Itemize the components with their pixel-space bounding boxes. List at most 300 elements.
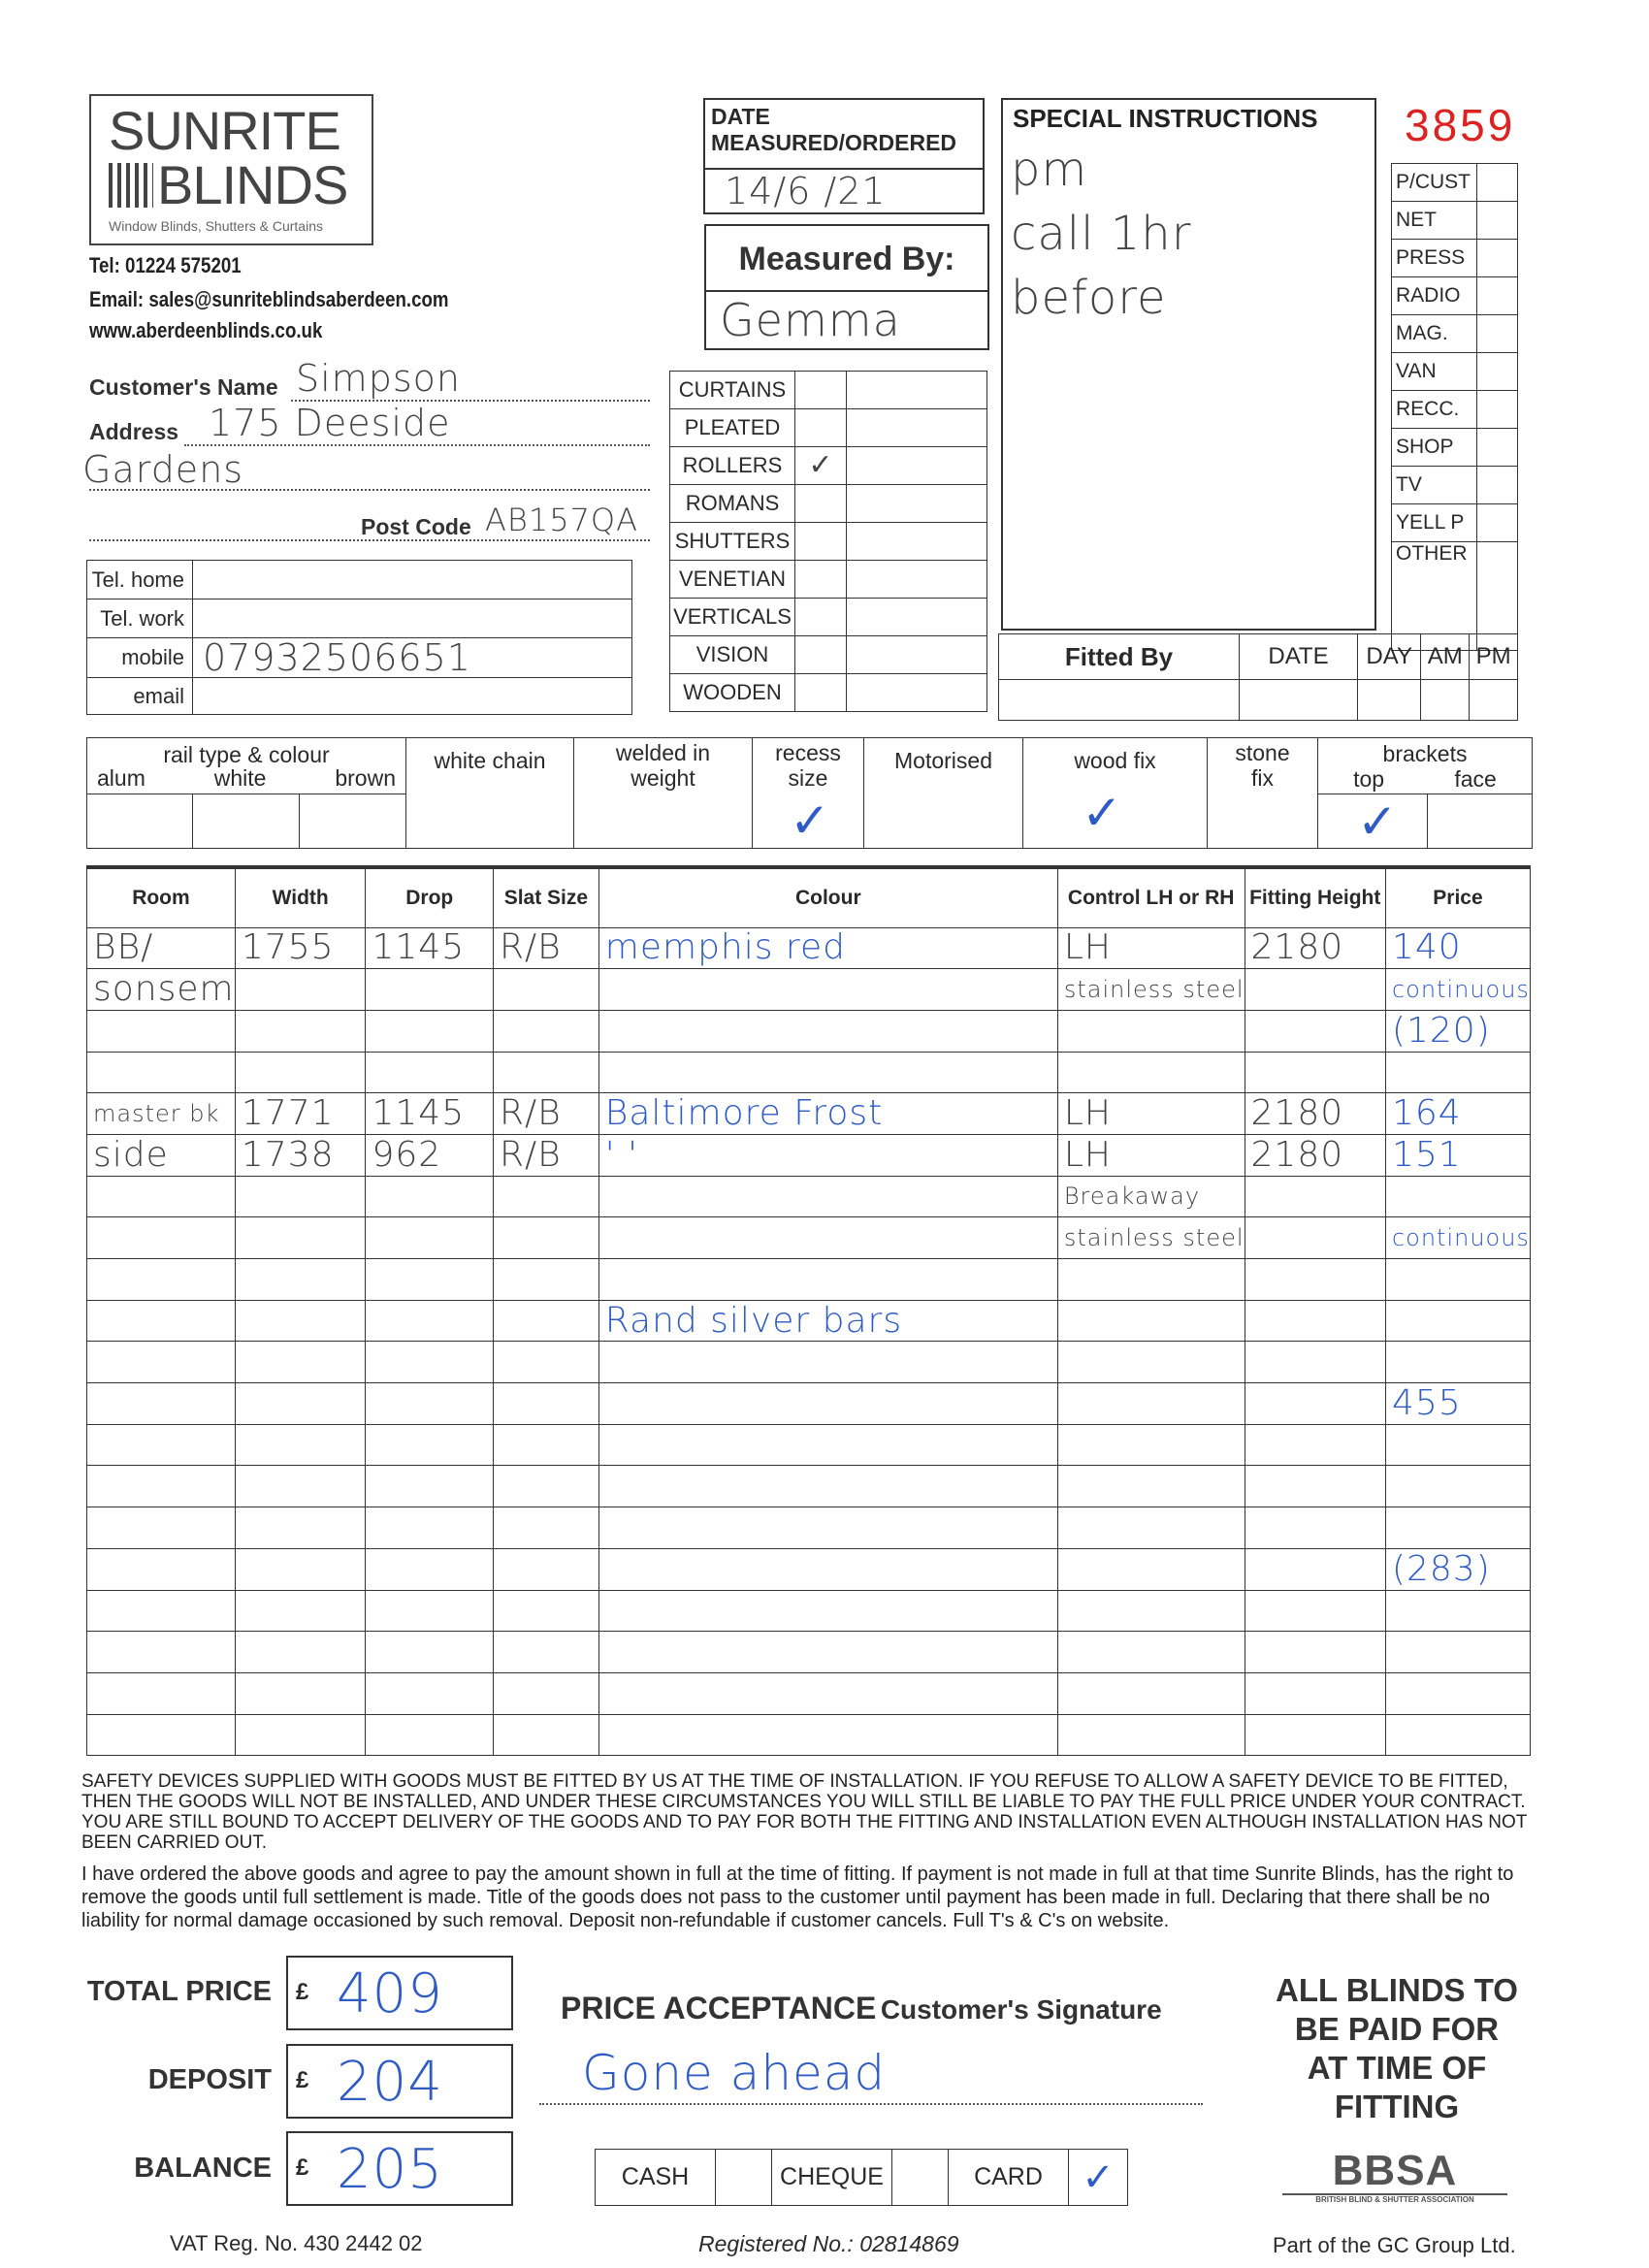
source-checkbox[interactable]: [1477, 353, 1518, 391]
table-cell[interactable]: [366, 1342, 494, 1383]
check-mark-icon: ✓: [1357, 794, 1398, 849]
table-cell[interactable]: [1057, 1466, 1245, 1507]
bbsa-logo-text: BBSA: [1332, 2147, 1458, 2194]
table-cell[interactable]: [1057, 1590, 1245, 1632]
balance-field[interactable]: [286, 2131, 513, 2206]
table-cell[interactable]: Breakaway: [1057, 1176, 1245, 1217]
brackets-face-field[interactable]: [1428, 794, 1533, 849]
email-field[interactable]: [193, 678, 632, 715]
table-cell[interactable]: [235, 1342, 366, 1383]
table-cell[interactable]: [1385, 1176, 1530, 1217]
table-cell[interactable]: [1385, 1632, 1530, 1673]
table-cell[interactable]: [493, 1590, 598, 1632]
pound-sign: £: [296, 2067, 309, 2093]
mobile-field[interactable]: 07932506651: [193, 638, 632, 678]
table-cell[interactable]: master bk: [87, 1093, 236, 1135]
company-logo: [89, 94, 373, 245]
blind-type-venetian: VENETIAN: [670, 561, 795, 599]
table-cell[interactable]: [366, 1259, 494, 1301]
table-row: [87, 927, 1531, 969]
table-cell[interactable]: [235, 1424, 366, 1466]
table-cell[interactable]: [1245, 1548, 1385, 1590]
table-cell[interactable]: [598, 969, 1057, 1011]
table-cell[interactable]: [366, 1507, 494, 1549]
table-cell[interactable]: 2180: [1245, 1093, 1385, 1135]
table-cell[interactable]: [366, 1590, 494, 1632]
order-number: 3859: [1405, 100, 1516, 150]
table-cell[interactable]: [1385, 1507, 1530, 1549]
measured-by-box: [704, 224, 989, 350]
table-cell[interactable]: [598, 1632, 1057, 1673]
table-cell[interactable]: [1057, 1672, 1245, 1714]
customer-signature[interactable]: Gone ahead: [582, 2045, 887, 2101]
table-cell[interactable]: [1245, 1672, 1385, 1714]
table-cell[interactable]: [235, 1672, 366, 1714]
table-cell[interactable]: [235, 1548, 366, 1590]
source-checkbox[interactable]: [1477, 164, 1518, 202]
table-cell[interactable]: R/B: [493, 1134, 598, 1176]
pound-sign: £: [296, 1979, 309, 2005]
table-cell[interactable]: [87, 1176, 236, 1217]
table-cell[interactable]: [1245, 1052, 1385, 1093]
table-cell[interactable]: [235, 1217, 366, 1259]
tel-home-field[interactable]: [193, 561, 632, 599]
table-cell[interactable]: [1385, 1672, 1530, 1714]
source-option-label: MAG.: [1392, 315, 1477, 353]
table-cell[interactable]: [87, 1383, 236, 1425]
table-cell[interactable]: continuous: [1385, 969, 1530, 1011]
fitted-pm-field[interactable]: [1470, 680, 1518, 721]
fitted-am-label: AM: [1421, 634, 1470, 680]
table-cell[interactable]: [1245, 1632, 1385, 1673]
table-cell[interactable]: [87, 1632, 236, 1673]
stone-label-2: fix: [1251, 765, 1274, 791]
table-row: [87, 969, 1531, 1011]
table-cell[interactable]: stainless steel: [1057, 1217, 1245, 1259]
table-cell[interactable]: [1385, 1466, 1530, 1507]
table-cell[interactable]: [366, 1714, 494, 1756]
table-cell[interactable]: [493, 1672, 598, 1714]
table-cell[interactable]: [598, 1714, 1057, 1756]
special-instructions-box: [1001, 98, 1376, 631]
table-cell[interactable]: [493, 1010, 598, 1052]
table-cell[interactable]: [1057, 1632, 1245, 1673]
instruction-line[interactable]: before: [1011, 271, 1167, 325]
stone-fix-option[interactable]: [1208, 738, 1318, 849]
blind-type-checkbox[interactable]: [795, 599, 847, 636]
table-cell[interactable]: [235, 1714, 366, 1756]
table-cell[interactable]: [366, 1217, 494, 1259]
table-row: [87, 1548, 1531, 1590]
table-cell[interactable]: [235, 1507, 366, 1549]
table-cell[interactable]: 1145: [366, 1093, 494, 1135]
blind-type-checkbox[interactable]: [795, 409, 847, 447]
table-cell[interactable]: [1057, 1424, 1245, 1466]
terms-text: I have ordered the above goods and agree to pay the amount shown in full at the time of fitting. If payment is not made in full at that time Sunrite Blinds, has the right to remove the goods until full settlement is made. Title of the goods does not pass to the customer until payment has been made in full. Declaring that there shall be no liability for normal damage occasioned by such removal. Deposit non-refundable if customer cancels. Full T's & C's on website.: [81, 1863, 1514, 1931]
table-cell[interactable]: [598, 1383, 1057, 1425]
table-cell[interactable]: [235, 1632, 366, 1673]
source-option-label: OTHER: [1392, 542, 1477, 651]
table-cell[interactable]: [87, 1466, 236, 1507]
company-email: Email: sales@sunriteblindsaberdeen.com: [89, 287, 449, 311]
blind-type-checkbox[interactable]: [795, 485, 847, 523]
table-cell[interactable]: 1771: [235, 1093, 366, 1135]
rail-alum-field[interactable]: [87, 794, 193, 849]
table-cell[interactable]: [87, 1052, 236, 1093]
table-cell[interactable]: [366, 1176, 494, 1217]
source-option-label: YELL P: [1392, 504, 1477, 542]
table-cell[interactable]: [1385, 1424, 1530, 1466]
signature-label: Customer's Signature: [880, 1994, 1162, 2025]
instruction-line[interactable]: pm: [1011, 143, 1088, 197]
table-row: [87, 1466, 1531, 1507]
table-cell[interactable]: [366, 969, 494, 1011]
table-row: [87, 1507, 1531, 1549]
recess-label-2: size: [788, 765, 828, 791]
fitted-by-field[interactable]: [999, 680, 1240, 721]
table-cell[interactable]: [493, 1383, 598, 1425]
table-cell[interactable]: [493, 1714, 598, 1756]
table-row: [87, 1259, 1531, 1301]
table-cell[interactable]: [493, 1548, 598, 1590]
customer-name-value[interactable]: Simpson: [296, 357, 461, 400]
table-cell[interactable]: continuous: [1385, 1217, 1530, 1259]
table-cell[interactable]: 455: [1385, 1383, 1530, 1425]
table-cell[interactable]: [87, 1010, 236, 1052]
table-cell[interactable]: [1245, 969, 1385, 1011]
table-cell[interactable]: 164: [1385, 1093, 1530, 1135]
rail-alum-label: alum: [97, 764, 146, 791]
table-cell[interactable]: [598, 1672, 1057, 1714]
cash-label: CASH: [596, 2150, 716, 2206]
pound-sign: £: [296, 2155, 309, 2181]
fitted-day-field[interactable]: [1358, 680, 1421, 721]
table-cell[interactable]: 151: [1385, 1134, 1530, 1176]
notice-line: AT TIME OF: [1307, 2050, 1487, 2086]
table-row: [87, 1714, 1531, 1756]
blind-type-checkbox-checked[interactable]: ✓: [795, 447, 847, 485]
source-checkbox[interactable]: [1477, 315, 1518, 353]
total-price-label: TOTAL PRICE: [86, 1976, 272, 2007]
table-cell[interactable]: [1245, 1383, 1385, 1425]
table-cell[interactable]: memphis red: [598, 927, 1057, 969]
measured-by-label: Measured By:: [706, 226, 987, 292]
table-cell[interactable]: Rand silver bars: [598, 1300, 1057, 1342]
table-cell[interactable]: [598, 1176, 1057, 1217]
table-row: [87, 1176, 1531, 1217]
table-cell[interactable]: 140: [1385, 927, 1530, 969]
wood-fix-label: wood fix: [1074, 748, 1156, 773]
table-cell[interactable]: [493, 1342, 598, 1383]
table-cell[interactable]: [87, 1424, 236, 1466]
table-cell[interactable]: [1057, 1052, 1245, 1093]
notice-line: BE PAID FOR: [1294, 2011, 1500, 2047]
table-cell[interactable]: [1057, 1342, 1245, 1383]
table-cell[interactable]: [1385, 1300, 1530, 1342]
blind-type-checkbox[interactable]: [795, 636, 847, 674]
check-mark-icon: ✓: [790, 794, 830, 848]
fitted-am-field[interactable]: [1421, 680, 1470, 721]
logo-tagline: Window Blinds, Shutters & Curtains: [109, 218, 323, 234]
table-cell[interactable]: [87, 1217, 236, 1259]
table-cell[interactable]: [366, 1466, 494, 1507]
blind-type-table: [669, 371, 987, 712]
table-cell[interactable]: [1245, 1466, 1385, 1507]
address-line2[interactable]: Gardens: [82, 448, 244, 491]
table-cell[interactable]: [1245, 1507, 1385, 1549]
table-cell[interactable]: [235, 1300, 366, 1342]
table-cell[interactable]: [493, 1052, 598, 1093]
table-row: [87, 1134, 1531, 1176]
table-cell[interactable]: [598, 1424, 1057, 1466]
table-cell[interactable]: [366, 1548, 494, 1590]
source-option-label: PRESS: [1392, 240, 1477, 277]
table-cell[interactable]: 2180: [1245, 927, 1385, 969]
notice-line: FITTING: [1334, 2089, 1460, 2124]
table-cell[interactable]: [493, 1176, 598, 1217]
table-cell[interactable]: [366, 1300, 494, 1342]
table-cell[interactable]: R/B: [493, 927, 598, 969]
table-cell[interactable]: [235, 1259, 366, 1301]
table-cell[interactable]: (120): [1385, 1010, 1530, 1052]
source-checkbox[interactable]: [1477, 202, 1518, 240]
table-cell[interactable]: [1245, 1424, 1385, 1466]
table-cell[interactable]: [87, 1548, 236, 1590]
blind-type-vision: VISION: [670, 636, 795, 674]
table-cell[interactable]: [1245, 1010, 1385, 1052]
balance-label: BALANCE: [134, 2153, 272, 2184]
date-measured-value[interactable]: 14/6 /21: [725, 170, 887, 212]
rail-brown-label: brown: [335, 764, 396, 791]
table-cell[interactable]: LH: [1057, 1134, 1245, 1176]
total-price-field[interactable]: [286, 1956, 513, 2030]
stone-label-1: stone: [1235, 740, 1290, 765]
table-cell[interactable]: [598, 1507, 1057, 1549]
table-cell[interactable]: [598, 1259, 1057, 1301]
table-cell[interactable]: [235, 1466, 366, 1507]
table-cell[interactable]: [235, 1383, 366, 1425]
measured-by-value[interactable]: Gemma: [720, 294, 901, 346]
fitted-pm-label: PM: [1470, 634, 1518, 680]
brackets-top-label: top: [1353, 765, 1385, 792]
blind-type-checkbox[interactable]: [795, 523, 847, 561]
email-label: email: [87, 678, 193, 715]
source-option-label: RADIO: [1392, 277, 1477, 315]
table-cell[interactable]: 1755: [235, 927, 366, 969]
table-row: [87, 1424, 1531, 1466]
rail-brown-field[interactable]: [300, 794, 406, 849]
postcode-value[interactable]: AB157QA: [485, 502, 638, 538]
motorised-option[interactable]: Motorised: [864, 738, 1023, 849]
table-cell[interactable]: [366, 1424, 494, 1466]
table-cell[interactable]: [598, 1052, 1057, 1093]
table-cell[interactable]: [493, 1466, 598, 1507]
blind-type-rollers: ROLLERS: [670, 447, 795, 485]
blind-type-shutters: SHUTTERS: [670, 523, 795, 561]
vat-number: VAT Reg. No. 430 2442 02: [170, 2231, 423, 2255]
table-row: [87, 1093, 1531, 1135]
options-table: [86, 737, 1533, 849]
table-cell[interactable]: [235, 969, 366, 1011]
table-cell[interactable]: [366, 1632, 494, 1673]
table-cell[interactable]: [235, 1052, 366, 1093]
column-header: Slat Size: [493, 867, 598, 927]
table-cell[interactable]: [1057, 1548, 1245, 1590]
table-cell[interactable]: [493, 1300, 598, 1342]
table-row: [87, 1217, 1531, 1259]
blind-type-wooden: WOODEN: [670, 674, 795, 712]
table-cell[interactable]: [598, 1548, 1057, 1590]
table-cell[interactable]: [1245, 1217, 1385, 1259]
card-checkbox-checked[interactable]: ✓: [1069, 2150, 1128, 2206]
table-cell[interactable]: 962: [366, 1134, 494, 1176]
table-cell[interactable]: [1385, 1714, 1530, 1756]
source-checkbox[interactable]: [1477, 391, 1518, 429]
blind-type-romans: ROMANS: [670, 485, 795, 523]
instruction-line[interactable]: call 1hr: [1011, 207, 1192, 261]
table-cell[interactable]: R/B: [493, 1093, 598, 1135]
table-cell[interactable]: [598, 1466, 1057, 1507]
wood-fix-option[interactable]: [1023, 738, 1208, 849]
payment-notice: [1251, 1971, 1542, 2126]
table-cell[interactable]: [366, 1052, 494, 1093]
table-cell[interactable]: [1057, 1010, 1245, 1052]
table-cell[interactable]: [493, 1424, 598, 1466]
tel-work-label: Tel. work: [87, 599, 193, 638]
table-cell[interactable]: [87, 1300, 236, 1342]
table-cell[interactable]: [235, 1176, 366, 1217]
table-cell[interactable]: [598, 1217, 1057, 1259]
table-cell[interactable]: (283): [1385, 1548, 1530, 1590]
blind-type-checkbox[interactable]: [795, 372, 847, 409]
source-checkbox[interactable]: [1477, 429, 1518, 467]
source-checkbox[interactable]: [1477, 467, 1518, 504]
table-cell[interactable]: [1385, 1342, 1530, 1383]
table-cell[interactable]: [1245, 1259, 1385, 1301]
welded-weight-option[interactable]: [574, 738, 753, 849]
source-checkbox[interactable]: [1477, 277, 1518, 315]
table-cell[interactable]: [87, 1672, 236, 1714]
table-row: [87, 1383, 1531, 1425]
table-cell[interactable]: LH: [1057, 1093, 1245, 1135]
source-checkbox[interactable]: [1477, 504, 1518, 542]
deposit-label: DEPOSIT: [147, 2064, 272, 2095]
table-cell[interactable]: [87, 1259, 236, 1301]
address-label: Address: [89, 419, 179, 444]
table-cell[interactable]: 1738: [235, 1134, 366, 1176]
address-line1[interactable]: 175 Deeside: [209, 402, 451, 444]
table-cell[interactable]: [1245, 1714, 1385, 1756]
recess-label-1: recess: [775, 740, 841, 765]
table-cell[interactable]: stainless steel: [1057, 969, 1245, 1011]
table-cell[interactable]: Baltimore Frost: [598, 1093, 1057, 1135]
table-cell[interactable]: [1245, 1342, 1385, 1383]
table-cell[interactable]: ' ': [598, 1134, 1057, 1176]
table-cell[interactable]: [493, 1259, 598, 1301]
table-cell[interactable]: [366, 1672, 494, 1714]
table-cell[interactable]: [1057, 1714, 1245, 1756]
rail-white-field[interactable]: [193, 794, 300, 849]
order-items-table: [86, 865, 1531, 1756]
table-cell[interactable]: [598, 1010, 1057, 1052]
table-cell[interactable]: [1385, 1259, 1530, 1301]
table-cell[interactable]: [366, 1383, 494, 1425]
company-tel: Tel: 01224 575201: [89, 253, 242, 277]
source-table: [1391, 163, 1518, 651]
source-option-label: VAN: [1392, 353, 1477, 391]
table-cell[interactable]: [598, 1342, 1057, 1383]
table-cell[interactable]: [235, 1590, 366, 1632]
fitted-by-table: [998, 633, 1518, 721]
table-row: [87, 1010, 1531, 1052]
blind-type-pleated: PLEATED: [670, 409, 795, 447]
table-cell[interactable]: [1245, 1590, 1385, 1632]
table-cell[interactable]: [493, 969, 598, 1011]
brackets-face-label: face: [1454, 765, 1497, 792]
table-cell[interactable]: [1057, 1507, 1245, 1549]
recess-size-option[interactable]: [753, 738, 864, 849]
table-cell[interactable]: [1385, 1590, 1530, 1632]
date-label-line1: DATE: [711, 104, 770, 129]
table-cell[interactable]: [1057, 1259, 1245, 1301]
cash-checkbox[interactable]: [716, 2150, 772, 2206]
brackets-top-field[interactable]: [1318, 794, 1428, 849]
table-cell[interactable]: [1245, 1176, 1385, 1217]
welded-label-1: welded in: [615, 740, 711, 765]
table-cell[interactable]: [235, 1010, 366, 1052]
table-cell[interactable]: side: [87, 1134, 236, 1176]
source-checkbox[interactable]: [1477, 240, 1518, 277]
company-web: www.aberdeenblinds.co.uk: [89, 318, 323, 342]
table-cell[interactable]: sonsem: [87, 969, 236, 1011]
fitted-date-field[interactable]: [1240, 680, 1358, 721]
column-header: Room: [87, 867, 236, 927]
table-cell[interactable]: 2180: [1245, 1134, 1385, 1176]
bbsa-logo: [1282, 2149, 1507, 2204]
table-cell[interactable]: [1245, 1300, 1385, 1342]
table-cell[interactable]: [493, 1632, 598, 1673]
check-mark-icon: ✓: [1082, 786, 1122, 840]
table-cell[interactable]: [87, 1590, 236, 1632]
tel-work-field[interactable]: [193, 599, 632, 638]
cheque-checkbox[interactable]: [892, 2150, 949, 2206]
table-cell[interactable]: [366, 1010, 494, 1052]
source-option-label: NET: [1392, 202, 1477, 240]
table-cell[interactable]: [87, 1342, 236, 1383]
table-cell[interactable]: [87, 1714, 236, 1756]
rail-type-label: rail type & colour: [163, 741, 330, 767]
table-cell[interactable]: BB/: [87, 927, 236, 969]
table-cell[interactable]: LH: [1057, 927, 1245, 969]
date-measured-box: [703, 98, 985, 214]
deposit-field[interactable]: [286, 2044, 513, 2119]
table-cell[interactable]: [1385, 1052, 1530, 1093]
blind-type-checkbox[interactable]: [795, 561, 847, 599]
white-chain-label[interactable]: white chain: [406, 738, 574, 849]
blind-type-checkbox[interactable]: [795, 674, 847, 712]
table-cell[interactable]: [493, 1217, 598, 1259]
date-label-line2: MEASURED/ORDERED: [711, 130, 957, 155]
table-cell[interactable]: [1057, 1300, 1245, 1342]
table-cell[interactable]: [87, 1507, 236, 1549]
table-row: [87, 1590, 1531, 1632]
table-cell[interactable]: [493, 1507, 598, 1549]
balance-value: 205: [337, 2138, 443, 2201]
column-header: Price: [1385, 867, 1530, 927]
table-cell[interactable]: [598, 1590, 1057, 1632]
table-cell[interactable]: 1145: [366, 927, 494, 969]
table-cell[interactable]: [1057, 1383, 1245, 1425]
